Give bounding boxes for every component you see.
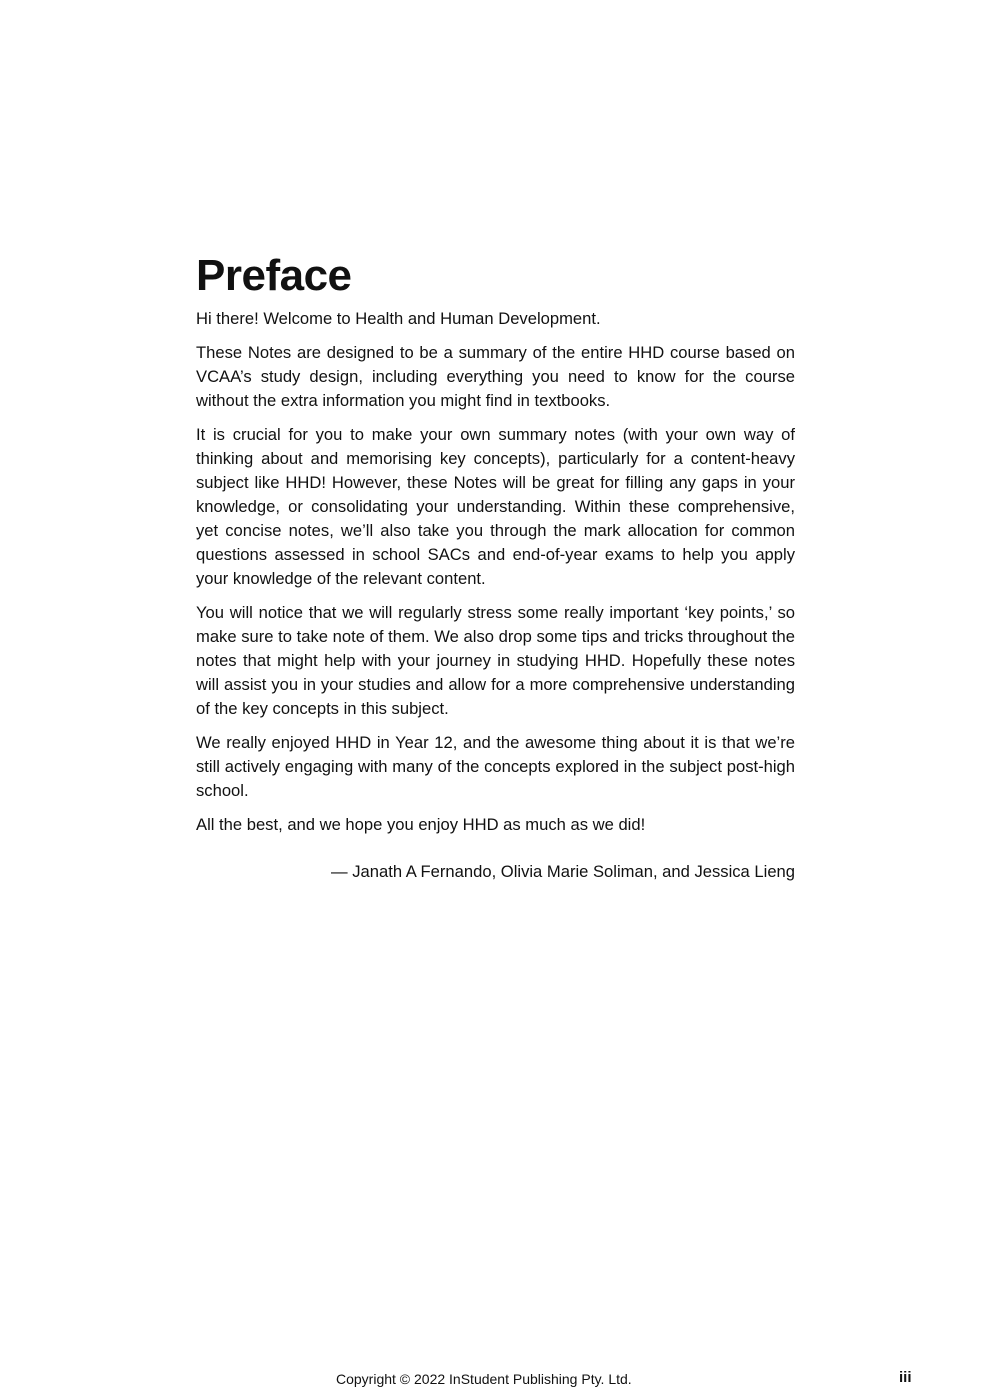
paragraph-purpose: These Notes are designed to be a summary of the entire HHD course based on VCAA’s study design, including everything you need to know for the course without the extra information you might find in textbooks. [196,343,795,410]
paragraph-key-points: You will notice that we will regularly stress some really important ‘key points,’ so make sure to take note of them. We also drop some tips and tricks throughout the notes that might help with your journey in studying HHD. Hopefully these notes will assist you in your studies and allow for a more comprehensive understanding of the key concepts in this subject. [196,603,795,718]
footer-copyright: Copyright © 2022 InStudent Publishing Pty. Ltd. [336,1371,632,1387]
paragraph-farewell: All the best, and we hope you enjoy HHD as much as we did! [196,815,646,834]
page-title: Preface [196,251,352,300]
author-signature: — Janath A Fernando, Olivia Marie Soliman, and Jessica Lieng [331,862,795,881]
paragraph-greeting: Hi there! Welcome to Health and Human Development. [196,309,601,328]
preface-body [196,307,795,884]
paragraph-enjoyment: We really enjoyed HHD in Year 12, and the awesome thing about it is that we’re still actively engaging with many of the concepts explored in the subject post-high school. [196,733,795,800]
page-number: iii [899,1369,912,1386]
paragraph-summary-notes: It is crucial for you to make your own summary notes (with your own way of thinking about and memorising key concepts), particularly for a content-heavy subject like HHD! However, these Notes will be great for filling any gaps in your knowledge, or consolidating your understanding. Within these comprehensive, yet concise notes, we’ll also take you through the mark allocation for common questions assessed in school SACs and end-of-year exams to help you apply your knowledge of the relevant content. [196,425,795,588]
